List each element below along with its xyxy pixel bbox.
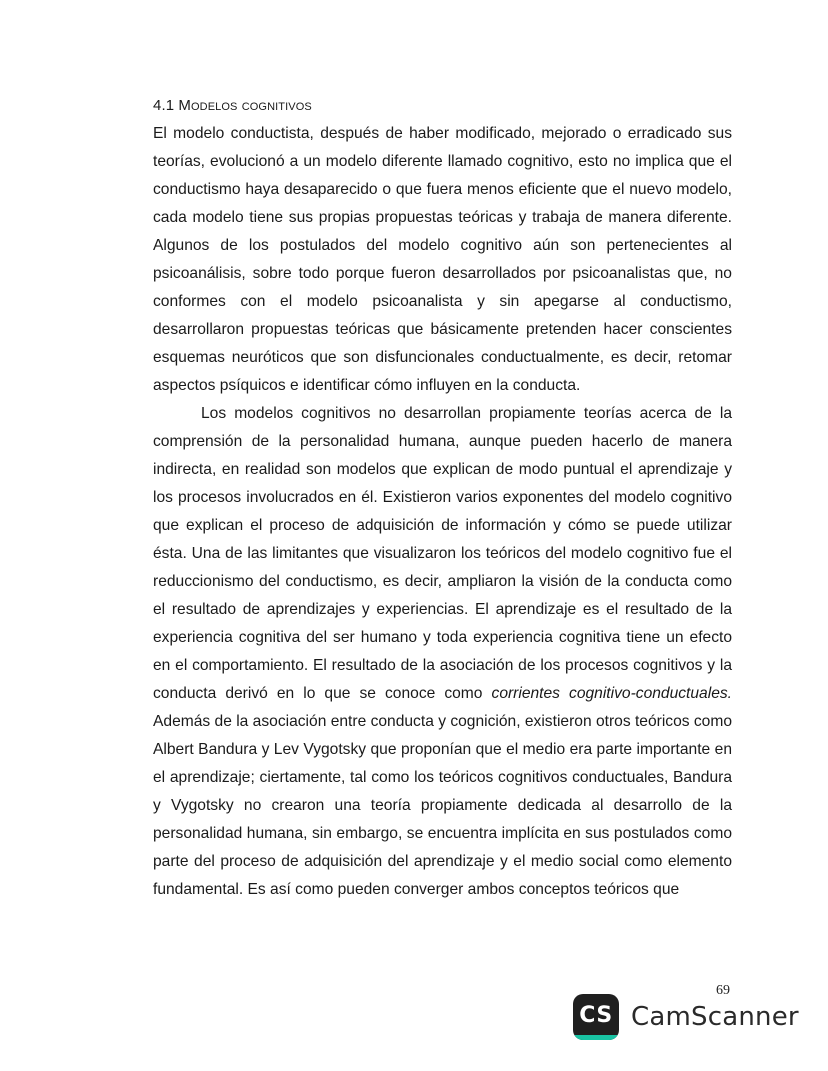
camscanner-badge-text: CS (579, 1003, 613, 1028)
camscanner-logo-icon (573, 994, 619, 1040)
paragraph-1: El modelo conductista, después de haber modificado, mejorado o erradicado sus teorías, evolucionó a un modelo diferente llamado cognitivo, esto no implica que el conductismo haya desaparecido o que fuera menos eficiente que el nuevo modelo, cada modelo tiene sus propias propuestas teóricas y trabaja de manera diferente. Algunos de los postulados del modelo cognitivo aún son pertenecientes al psicoanálisis, sobre todo porque fueron desarrollados por psicoanalistas que, no conformes con el modelo psicoanalista y sin apegarse al conductismo, desarrollaron propuestas teóricas que básicamente pretenden hacer conscientes esquemas neuróticos que son disfuncionales conductualmente, es decir, retomar aspectos psíquicos e identificar cómo influyen en la conducta. (153, 125, 732, 394)
section-heading: 4.1 Modelos cognitivos (153, 97, 312, 114)
italic-term: corrientes cognitivo-conductuales. (491, 685, 732, 702)
paragraph-2-text-end: Además de la asociación entre conducta y cognición, existieron otros teóricos como Albert Bandura y Lev Vygotsky que proponían que el medio era parte importante en el aprendizaje; ciertamente, tal como los teóricos cognitivos conductuales, Bandura y Vygotsky no crearon una teoría propiamente dedicada al desarrollo de la personalidad humana, sin embargo, se encuentra implícita en sus postulados como parte del proceso de adquisición del aprendizaje y el medio social como elemento fundamental. Es así como pueden converger ambos conceptos teóricos que (153, 713, 733, 898)
page-number: 69 (716, 983, 730, 998)
camscanner-wordmark: CamScanner (631, 1002, 799, 1032)
camscanner-watermark (573, 994, 799, 1040)
paragraph-2 (153, 400, 732, 904)
paragraph-2-text-start: Los modelos cognitivos no desarrollan propiamente teorías acerca de la comprensión de la personalidad humana, aunque pueden hacerlo de manera indirecta, en realidad son modelos que explican de modo puntual el aprendizaje y los procesos involucrados en él. Existieron varios exponentes del modelo cognitivo que explican el proceso de adquisición de información y cómo se puede utilizar ésta. Una de las limitantes que visualizaron los teóricos del modelo cognitivo fue el reduccionismo del conductismo, es decir, ampliaron la visión de la conducta como el resultado de aprendizajes y experiencias. El aprendizaje es el resultado de la experiencia cognitiva del ser humano y toda experiencia cognitiva tiene un efecto en el comportamiento. El resultado de la asociación de los procesos cognitivos y la conducta derivó en lo que se conoce como (153, 405, 732, 702)
document-page (153, 92, 732, 904)
